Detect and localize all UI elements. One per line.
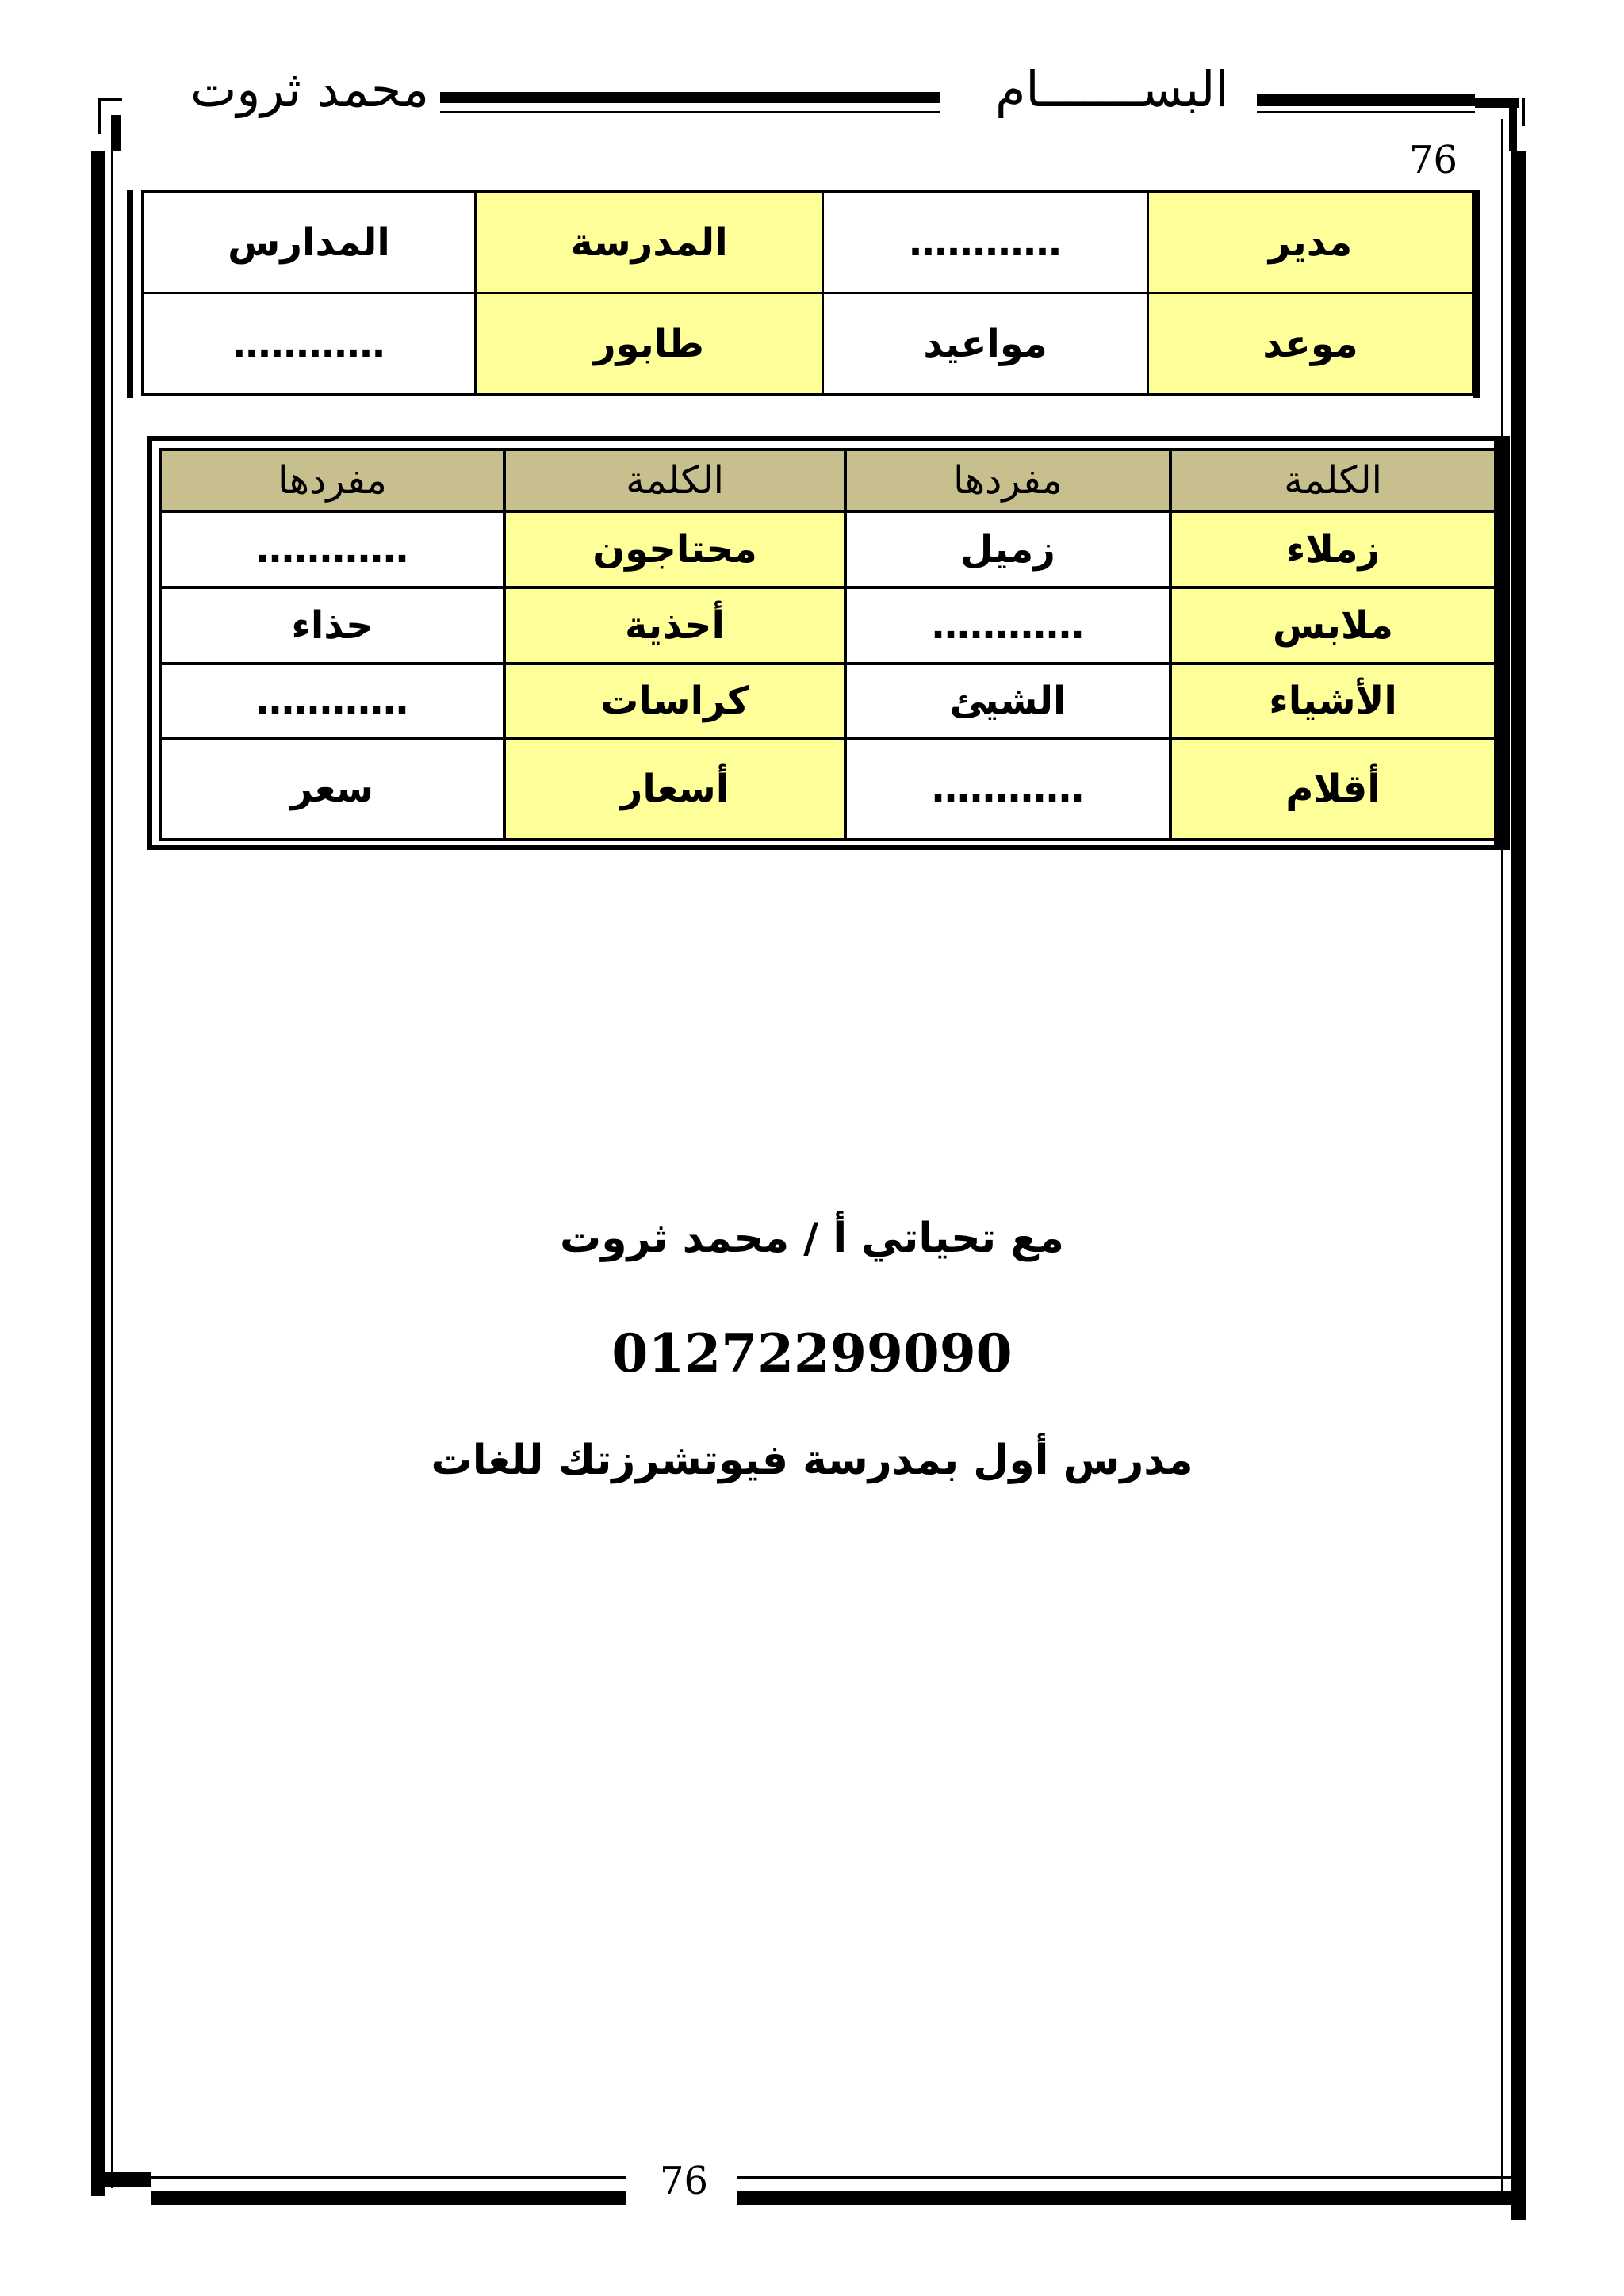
closing-greeting: مع تحياتي أ / محمد ثروت: [560, 1215, 1064, 1262]
column-header: مفردها: [160, 450, 504, 511]
closing-title: مدرس أول بمدرسة فيوتشرزتك للغات: [431, 1437, 1193, 1484]
frame-corner-br: [1511, 2172, 1526, 2220]
table-cell: موعد: [1148, 293, 1473, 395]
table-cell: أقلام: [1170, 738, 1496, 840]
table-cell: طابور: [476, 293, 823, 395]
frame-left-thick: [91, 151, 105, 2196]
footer-rule-right: [737, 2176, 1519, 2179]
column-header: مفردها: [845, 450, 1170, 511]
page-number-bottom: 76: [660, 2159, 709, 2203]
table-cell: مدير: [1148, 192, 1473, 293]
frame-right-thick: [1511, 151, 1526, 2196]
book-title: البســـــــام: [995, 60, 1229, 118]
table-cell: الأشياء: [1170, 664, 1496, 738]
column-header: الكلمة: [504, 450, 845, 511]
frame-corner-tr-v: [1509, 98, 1517, 151]
table-cell: زميل: [845, 511, 1170, 587]
table-cell: مواعيد: [823, 293, 1148, 395]
table-cell: محتاجون: [504, 511, 845, 587]
header-rule-left: [440, 111, 940, 113]
footer-bar-right: [737, 2191, 1519, 2205]
table-row: [160, 511, 1496, 587]
table-row: [160, 664, 1496, 738]
table-cell: سعر: [160, 738, 504, 840]
frame-corner-tl-h: [98, 98, 122, 101]
table-cell: المدرسة: [476, 192, 823, 293]
table-cell: حذاء: [160, 587, 504, 664]
footer-bar-left: [151, 2191, 626, 2205]
column-header: الكلمة: [1170, 450, 1496, 511]
header-rule-right: [1257, 111, 1475, 113]
header-bar-left: [440, 92, 940, 103]
header-bar-right: [1257, 94, 1475, 106]
table1-right-bar: [1473, 190, 1480, 398]
table-cell: …………: [143, 293, 476, 395]
frame-corner-tl: [98, 98, 101, 134]
table1-left-bar: [127, 190, 133, 398]
table-cell: ملابس: [1170, 587, 1496, 664]
page-number-top: 76: [1409, 138, 1458, 182]
table-cell: …………: [845, 587, 1170, 664]
table-cell: أحذية: [504, 587, 845, 664]
table-cell: …………: [160, 511, 504, 587]
table-row: [160, 738, 1496, 840]
table-cell: …………: [845, 738, 1170, 840]
table-cell: أسعار: [504, 738, 845, 840]
frame-corner-tr-thin: [1522, 98, 1525, 126]
table-cell: كراسات: [504, 664, 845, 738]
frame-left-thin: [111, 115, 113, 2188]
table-cell: زملاء: [1170, 511, 1496, 587]
table-cell: المدارس: [143, 192, 476, 293]
vocab-table-1: [141, 190, 1474, 396]
frame-corner-tl-notch: [111, 115, 121, 151]
table-cell: …………: [160, 664, 504, 738]
vocab-table-2: [159, 448, 1497, 841]
table-cell: …………: [823, 192, 1148, 293]
frame-right-thin: [1501, 119, 1503, 2196]
table-cell: الشيئ: [845, 664, 1170, 738]
author-name: محمد ثروت: [190, 60, 430, 118]
frame-corner-bl: [91, 2172, 151, 2187]
table-row: [143, 293, 1473, 395]
table-header-row: [160, 450, 1496, 511]
table-row: [160, 587, 1496, 664]
closing-phone: 01272299090: [611, 1322, 1013, 1384]
table-row: [143, 192, 1473, 293]
footer-rule-left: [151, 2176, 626, 2179]
